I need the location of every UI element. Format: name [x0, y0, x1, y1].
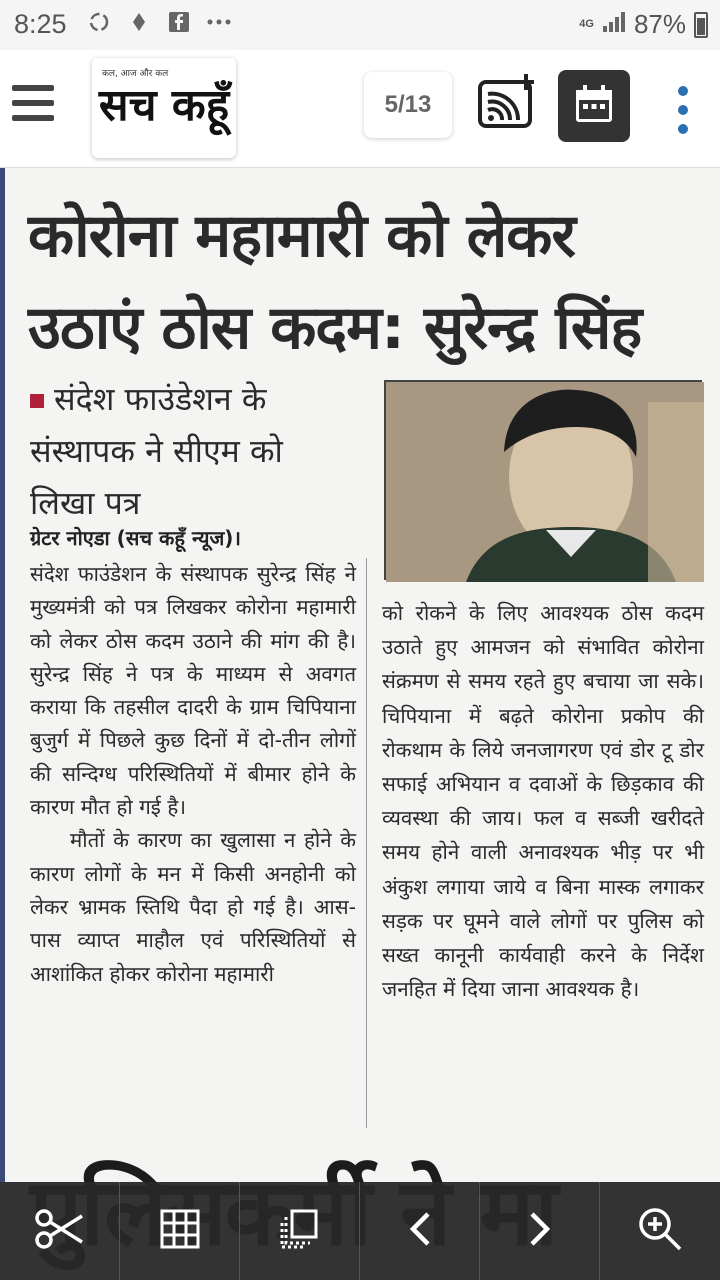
- epaper-page[interactable]: [0, 168, 720, 1182]
- hamburger-line: [12, 100, 54, 106]
- battery-percent: 87%: [633, 9, 686, 39]
- page-edge: [0, 168, 5, 1182]
- portrait-image: [386, 382, 704, 582]
- clip-button[interactable]: [0, 1182, 120, 1280]
- article-dateline: ग्रेटर नोएडा (सच कहूँ न्यूज)।: [30, 526, 242, 550]
- previous-page-button[interactable]: [360, 1182, 480, 1280]
- scissors-icon: [34, 1208, 86, 1254]
- chevron-left-icon: [406, 1211, 434, 1251]
- hamburger-line: [12, 115, 54, 121]
- app-notification-icon: [126, 9, 152, 35]
- next-page-button[interactable]: [480, 1182, 600, 1280]
- article-column-1: [30, 558, 356, 991]
- subhead-text: संदेश फाउंडेशन के संस्थापक ने सीएम को लिखा पत्र: [30, 380, 283, 522]
- recycle-icon: [86, 9, 112, 35]
- bottom-toolbar: [0, 1182, 720, 1280]
- hamburger-icon: [12, 85, 54, 91]
- article-headline: [28, 190, 708, 374]
- column-divider: [366, 558, 367, 1128]
- page-counter[interactable]: 5/13: [364, 72, 452, 138]
- paragraph-3: को रोकने के लिए आवश्यक ठोस कदम उठाते हुए आमजन को संभावित कोरोना संक्रमण से समय रहते हुए बचाया जा सके। चिपियाना में बढ़ते कोरोना प्रकोप की रोकथाम के लिये जनजागरण एवं डोर टू डोर सफाई अभियान व दवाओं के छिड़काव की व्यवस्था की जाय। फल व सब्जी खरीदते समय होने वाली अनावश्यक भीड़ पर भी अंकुश लगाया जाये व बिना मास्क लगाकर सड़क पर घूमने वाले लोगों पर पुलिस को सख्त कानूनी कार्यवाही करने के निर्देश जनहित में दिया जाना आवश्यक है।: [382, 601, 704, 1002]
- grid-view-button[interactable]: [120, 1182, 240, 1280]
- more-notifications-icon: [206, 9, 232, 35]
- calendar-icon: [572, 82, 616, 130]
- battery-icon: [694, 12, 708, 38]
- calendar-button[interactable]: [558, 70, 630, 142]
- paragraph-1: संदेश फाउंडेशन के संस्थापक सुरेन्द्र सिंह ने मुख्यमंत्री को पत्र लिखकर कोरोना महामारी को लेकर ठोस कदम उठाने की मांग की है। सुरेन्द्र सिंह ने पत्र के माध्यम से अवगत कराया कि तहसील दादरी के ग्राम चिपियाना बुजुर्ग में पिछले कुछ दिनों में दो-तीन लोगों की सन्दिग्ध परिस्थितियों में बीमार होने के कारण मौत हो गई है।: [30, 562, 356, 820]
- status-right: [579, 9, 708, 40]
- facebook-icon: [166, 9, 192, 35]
- bullet-icon: [30, 394, 44, 408]
- headline-line-2: उठाएं ठोस कदम: सुरेन्द्र सिंह: [28, 293, 642, 363]
- overflow-dot: [678, 124, 688, 134]
- status-bar: [0, 0, 720, 50]
- status-notification-icons: [86, 9, 232, 35]
- logo-tagline: कल, आज और कल: [102, 69, 169, 79]
- zoom-in-icon: [637, 1206, 683, 1256]
- article-column-2: [382, 596, 704, 1006]
- pages-icon: [280, 1209, 320, 1253]
- menu-button[interactable]: [12, 85, 54, 121]
- status-time: 8:25: [14, 9, 67, 39]
- more-options-button[interactable]: [672, 86, 694, 134]
- grid-icon: [160, 1209, 200, 1253]
- logo-text: सच कहूँ: [98, 80, 230, 131]
- paragraph-2: मौतों के कारण का खुलासा न होने के कारण लोगों के मन में किसी अनहोनी को लेकर भ्रामक स्तिथि पैदा हो गई है। आस-पास व्याप्त माहौल एवं परिस्थितियों से आशांकित होकर कोरोना महामारी: [30, 828, 356, 986]
- headline-line-1: कोरोना महामारी को लेकर: [28, 201, 575, 271]
- rss-add-icon: [476, 72, 540, 136]
- pages-button[interactable]: [240, 1182, 360, 1280]
- feed-button[interactable]: [474, 70, 542, 138]
- signal-icon: [602, 9, 626, 40]
- app-bar: [0, 50, 720, 168]
- article-subhead: [30, 373, 350, 529]
- chevron-right-icon: [526, 1211, 554, 1251]
- network-type: 4G: [579, 18, 594, 30]
- overflow-dot: [678, 105, 688, 115]
- overflow-dot: [678, 86, 688, 96]
- app-logo[interactable]: [92, 58, 236, 158]
- zoom-in-button[interactable]: [600, 1182, 720, 1280]
- article-photo: [384, 380, 702, 580]
